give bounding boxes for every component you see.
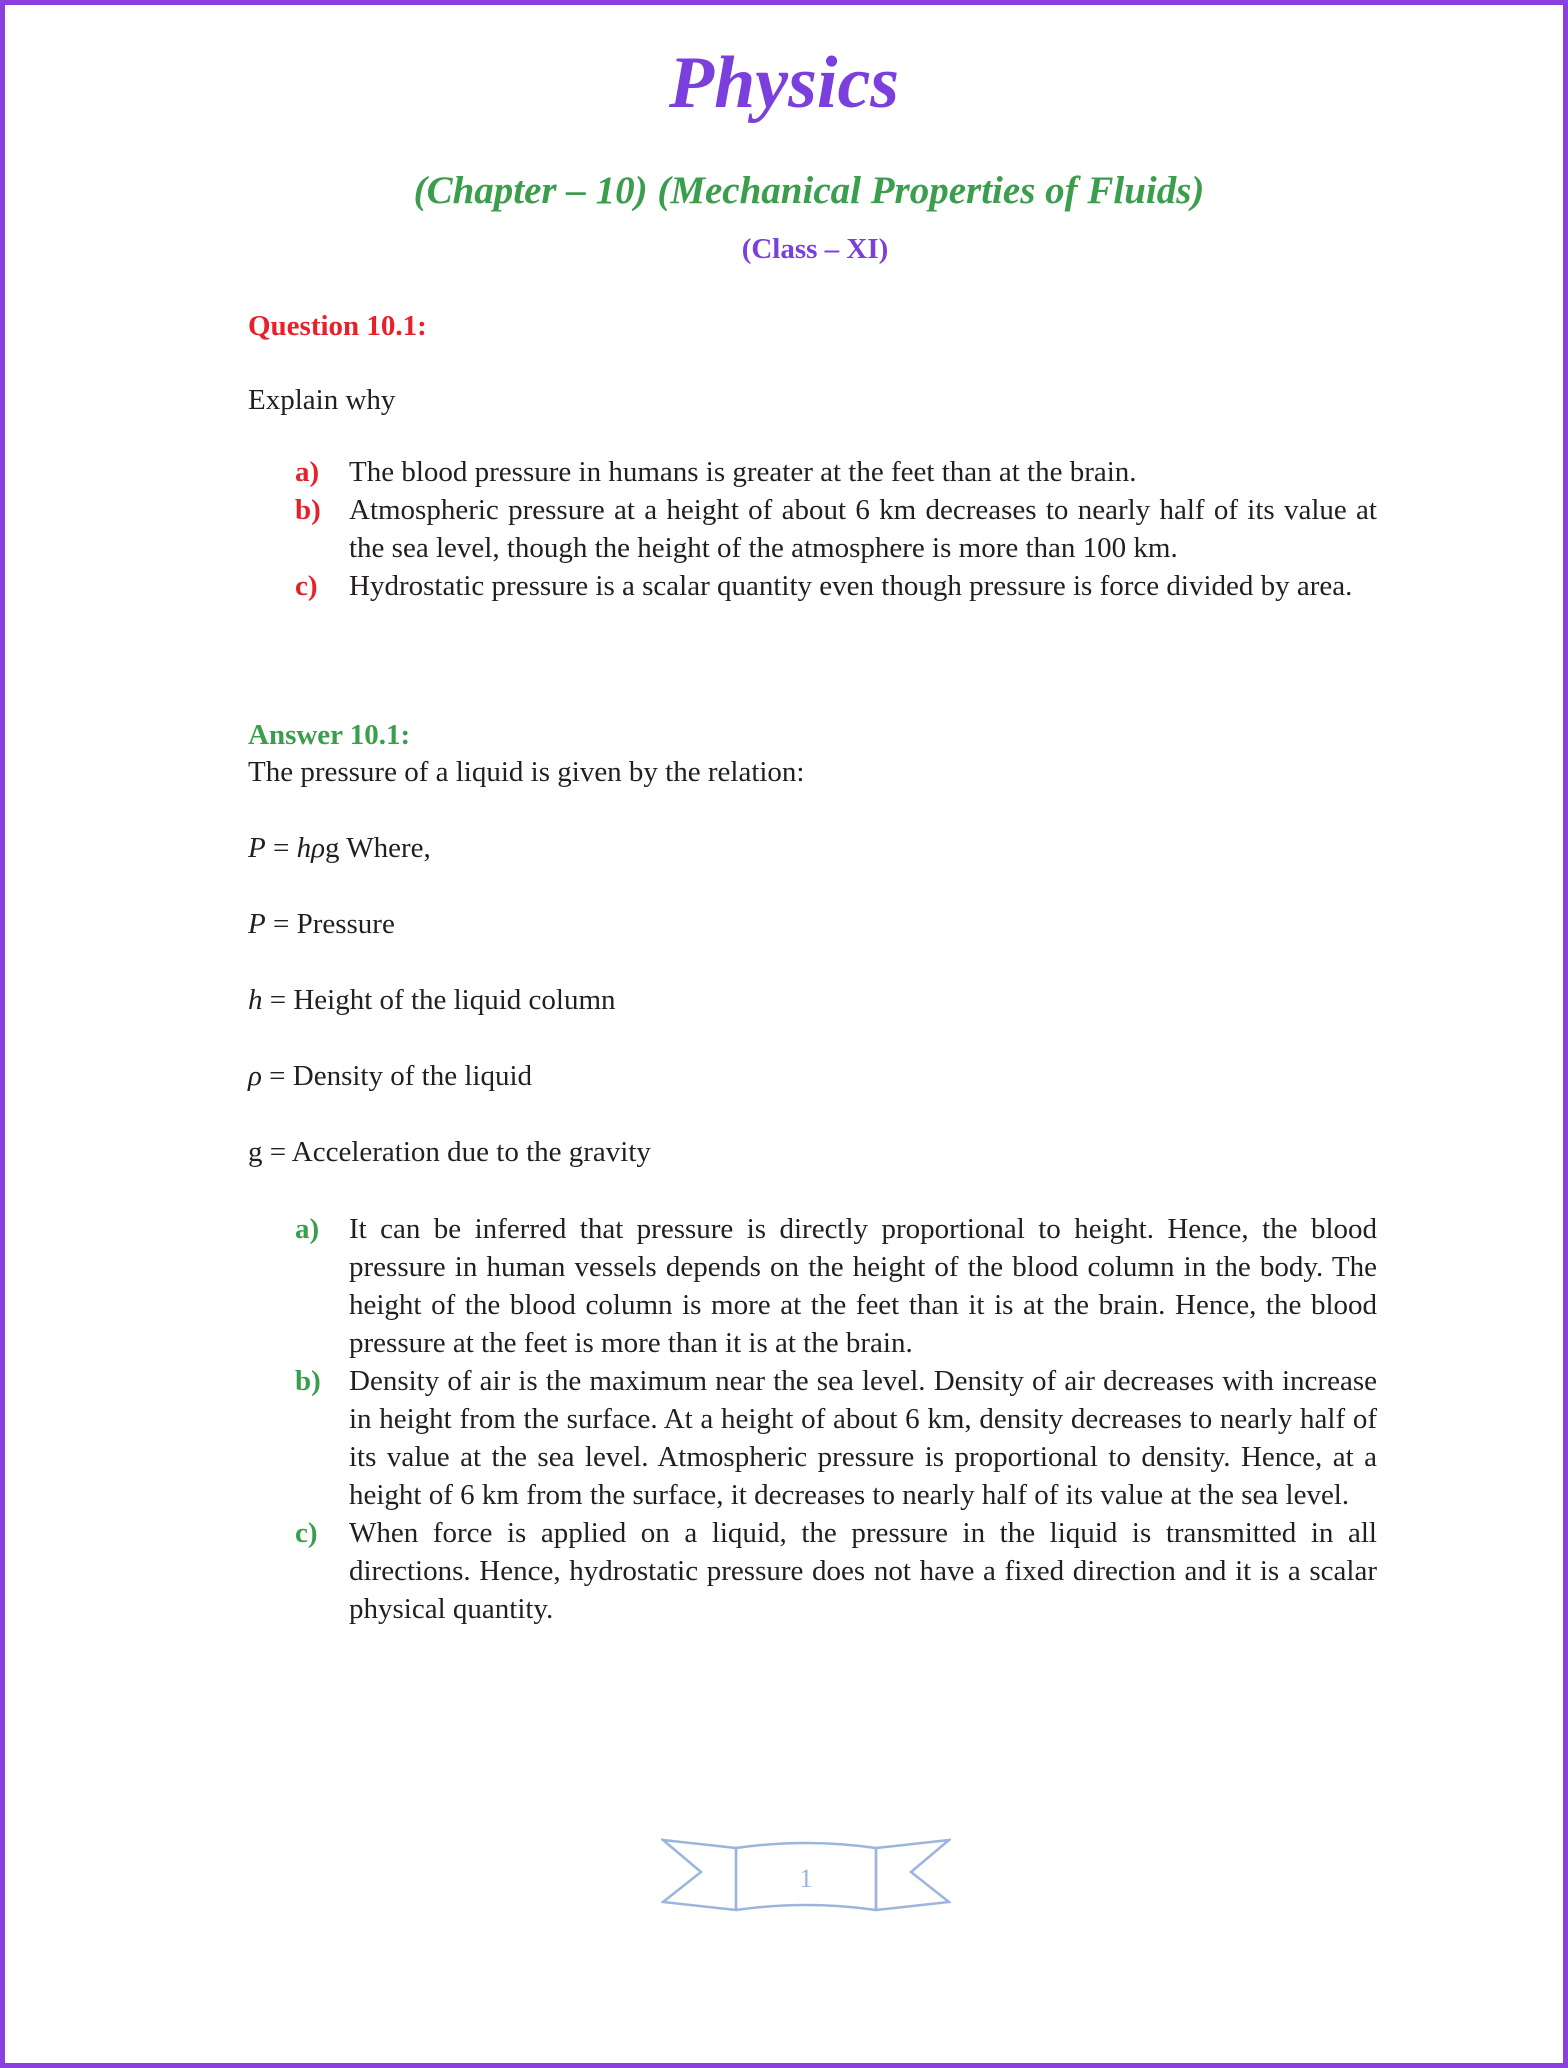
list-item-text: Atmospheric pressure at a height of about 6 km decreases to nearly half of its value at the sea level, though the height of the atmosphere is more than 100 km. bbox=[349, 494, 1377, 564]
definition-text: = Density of the liquid bbox=[261, 1060, 532, 1092]
page-title: Physics bbox=[668, 42, 900, 124]
definition-pressure bbox=[248, 905, 395, 943]
question-intro: Explain why bbox=[248, 384, 396, 416]
list-marker: c) bbox=[295, 570, 318, 602]
definition-text: = Pressure bbox=[265, 908, 395, 940]
list-item-text: Hydrostatic pressure is a scalar quantity even though pressure is force divided by area. bbox=[349, 570, 1353, 602]
definition-symbol: g bbox=[248, 1136, 263, 1168]
definition-gravity bbox=[248, 1133, 651, 1171]
answer-list bbox=[295, 1210, 1377, 1628]
list-item-text: When force is applied on a liquid, the pressure in the liquid is transmitted in all directions. Hence, hydrostatic pressure does not have a fixed direction and it is a scalar physical quantity. bbox=[349, 1517, 1377, 1625]
definition-text: = Height of the liquid column bbox=[262, 984, 616, 1016]
formula-symbol: P bbox=[248, 832, 266, 864]
definition-symbol: ρ bbox=[248, 1060, 262, 1092]
list-item bbox=[295, 453, 1377, 491]
answer-intro: The pressure of a liquid is given by the relation: bbox=[248, 756, 805, 788]
chapter-heading: (Chapter – 10) (Mechanical Properties of Fluids) bbox=[413, 169, 1205, 212]
list-marker: a) bbox=[295, 456, 320, 488]
definition-density bbox=[248, 1057, 532, 1095]
list-marker: c) bbox=[295, 1517, 318, 1549]
page-number: 1 bbox=[799, 1864, 813, 1893]
formula: P = hρg Where, bbox=[248, 832, 431, 864]
list-item-text: The blood pressure in humans is greater at the feet than at the brain. bbox=[349, 456, 1137, 488]
list-item bbox=[295, 1210, 1377, 1362]
list-item bbox=[295, 491, 1377, 567]
list-marker: b) bbox=[295, 494, 321, 526]
definition-symbol: P bbox=[248, 908, 266, 940]
definition-symbol: h bbox=[248, 984, 263, 1016]
page-footer bbox=[661, 1830, 951, 1920]
list-marker: a) bbox=[295, 1213, 320, 1245]
definition-text: = Acceleration due to the gravity bbox=[262, 1136, 651, 1168]
formula-tail: g Where, bbox=[325, 832, 431, 864]
answer-heading: Answer 10.1: bbox=[248, 719, 411, 751]
list-item-text: Density of air is the maximum near the sea level. Density of air decreases with increase in height from the surface. At a height of about 6 km, density decreases to nearly half of its value at the sea level. Atmospheric pressure is proportional to density. Hence, at a height of 6 km from the surface, it decreases to nearly half of its value at the sea level. bbox=[349, 1365, 1377, 1511]
definition-height bbox=[248, 981, 616, 1019]
class-label: (Class – XI) bbox=[741, 233, 889, 265]
question-heading: Question 10.1: bbox=[248, 310, 427, 342]
list-item bbox=[295, 1514, 1377, 1628]
list-item-text: It can be inferred that pressure is directly proportional to height. Hence, the blood pressure in human vessels depends on the height of the blood column in the body. The height of the blood column is more at the feet than it is at the brain. Hence, the blood pressure at the feet is more than it is at the brain. bbox=[349, 1213, 1377, 1359]
formula-rhs: hρ bbox=[296, 832, 325, 864]
list-item bbox=[295, 1362, 1377, 1514]
list-item bbox=[295, 567, 1377, 605]
question-list bbox=[295, 453, 1377, 605]
list-marker: b) bbox=[295, 1365, 321, 1397]
